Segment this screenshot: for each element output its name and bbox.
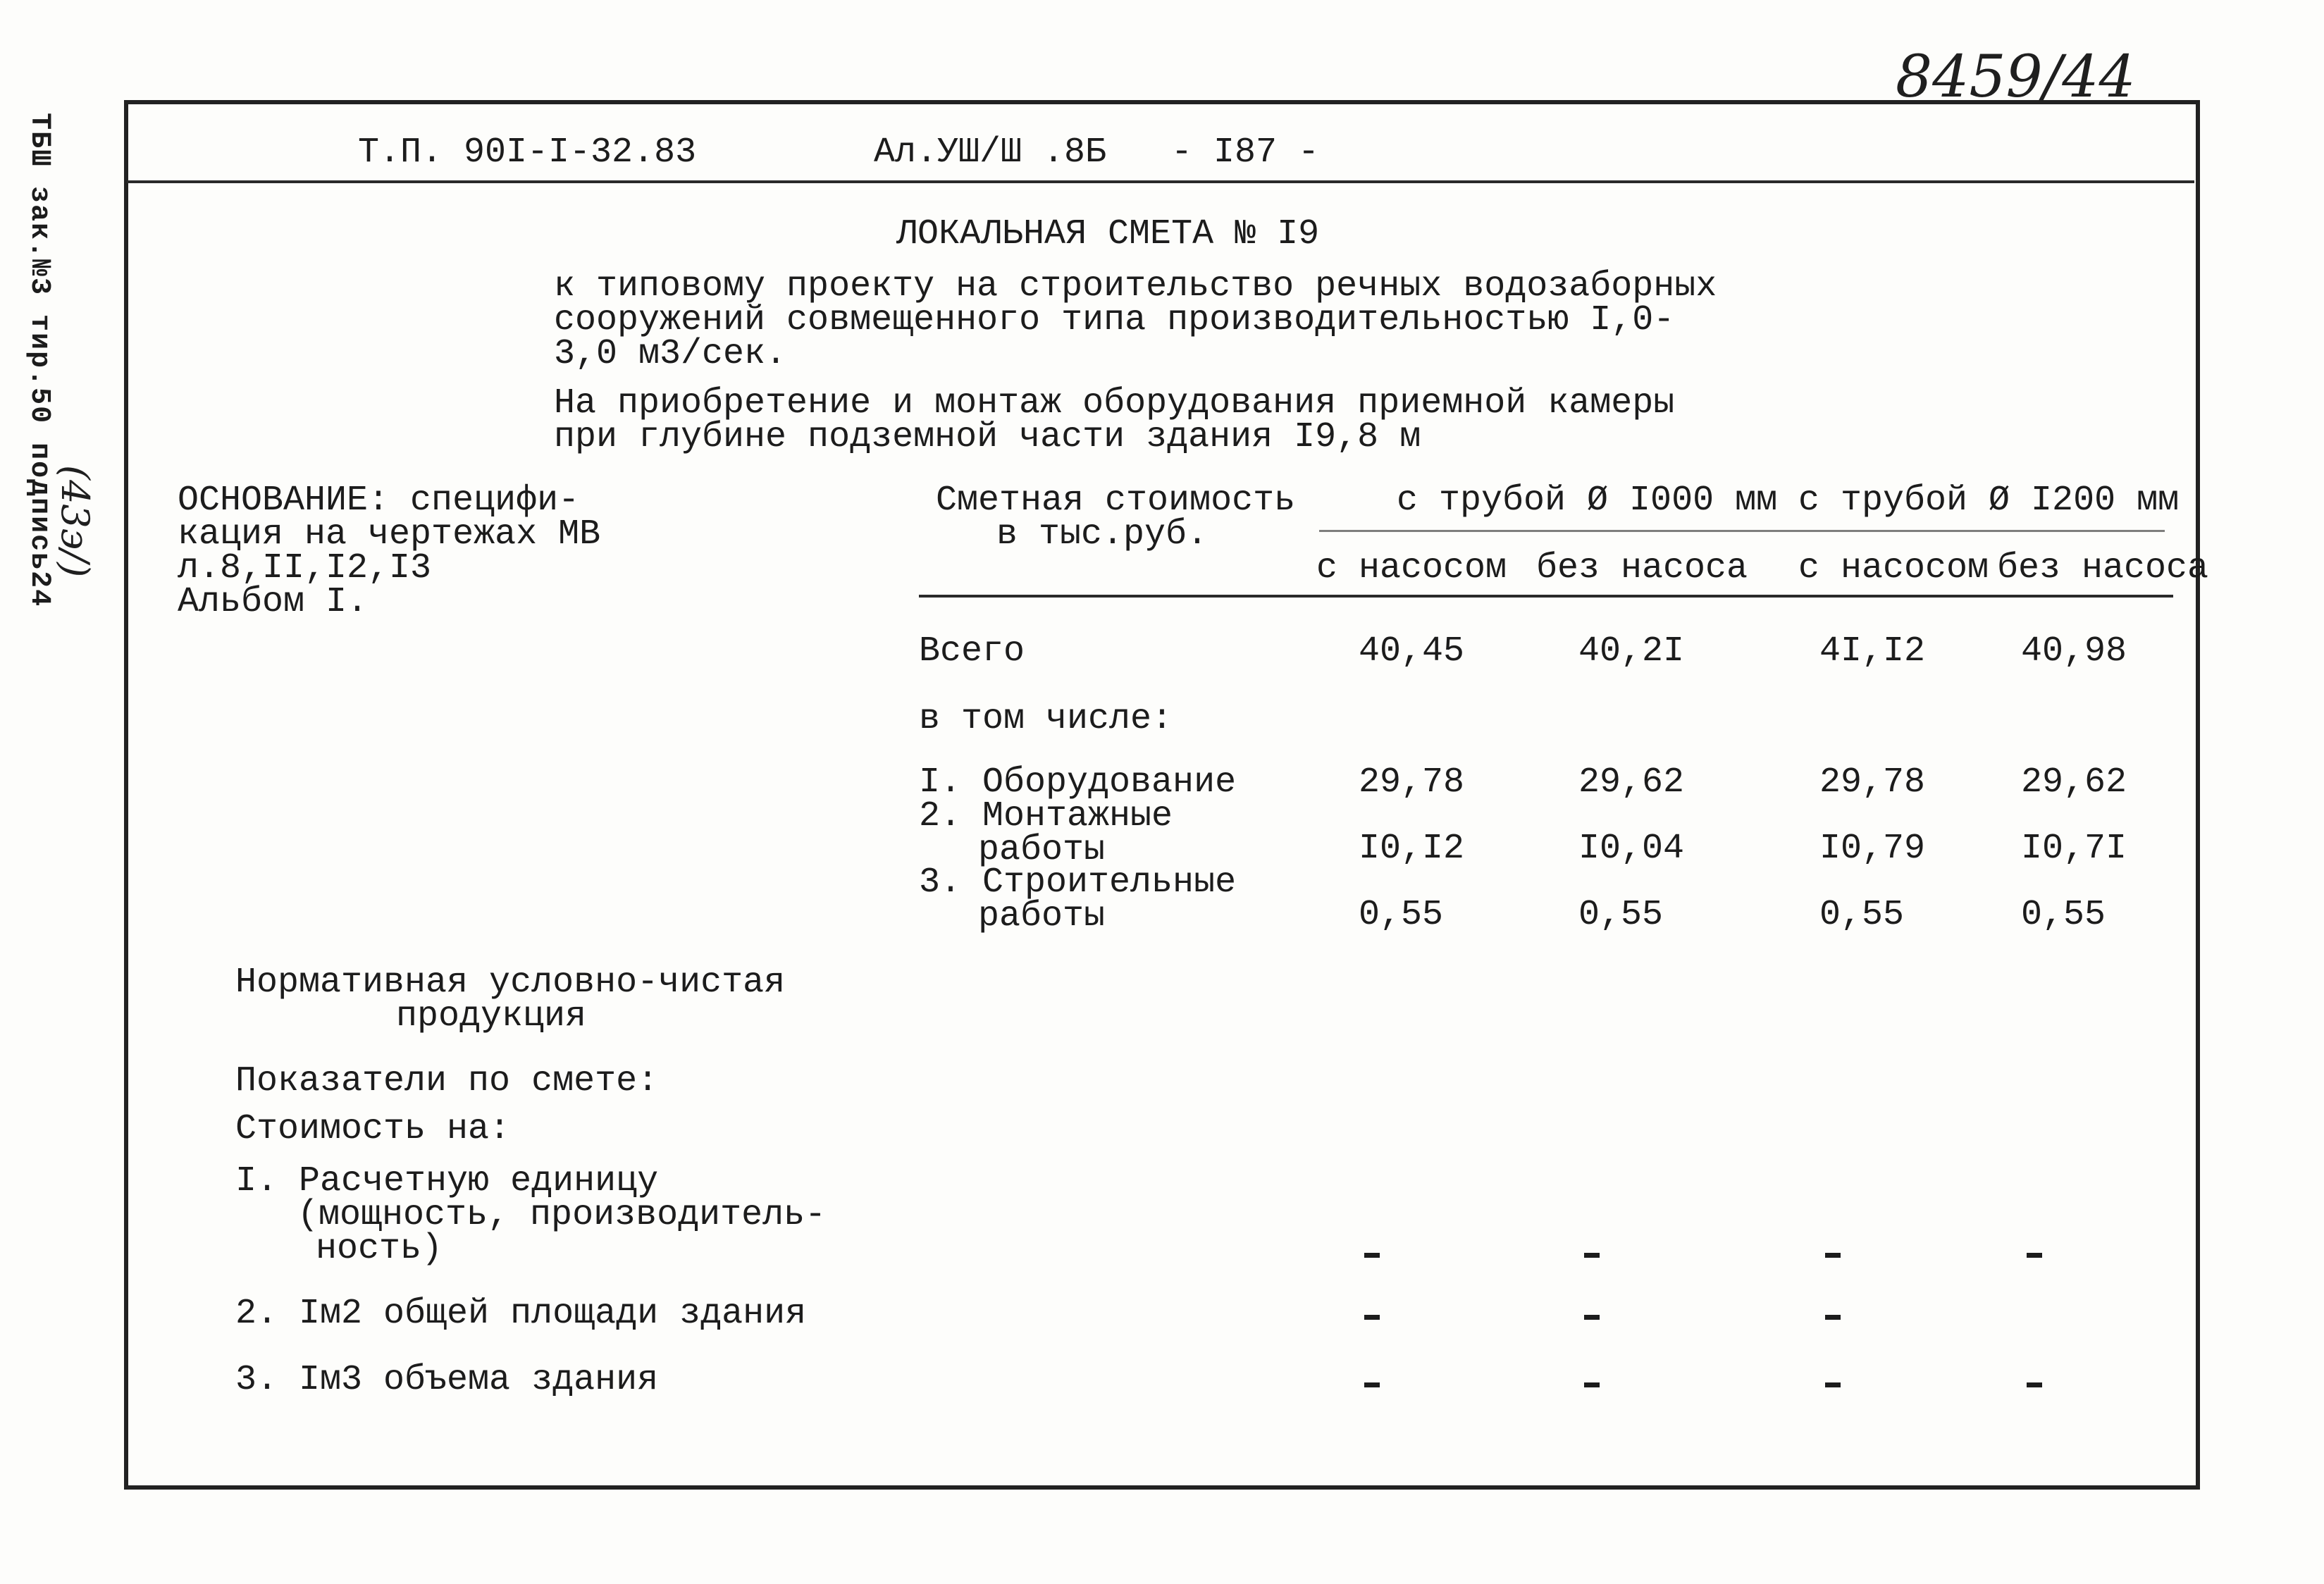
sub-header-4: без насоса [1997, 548, 2209, 588]
empty-value-dash [1364, 1253, 1380, 1258]
norm-product-line-1: Нормативная условно-чистая [235, 963, 786, 1003]
row-construction-label-a: 3. Строительные [919, 862, 1237, 903]
row-mounting-value-4: I0,7I [2021, 829, 2127, 869]
row-total-value-2: 40,2I [1578, 631, 1685, 672]
row-equipment-label: I. Оборудование [919, 762, 1237, 803]
row-total-value-1: 40,45 [1359, 631, 1465, 672]
norm-product-line-2: продукция [396, 996, 587, 1037]
title-line-4: На приобретение и монтаж оборудования приемной камеры [554, 383, 1675, 423]
empty-value-dash [1825, 1253, 1841, 1258]
row-construction-value-3: 0,55 [1819, 895, 1905, 935]
row-mounting-value-1: I0,I2 [1359, 829, 1465, 869]
cost-on-label: Стоимость на: [235, 1109, 511, 1149]
title-line-5: при глубине подземной части здания I9,8 м [554, 417, 1421, 457]
empty-value-dash [1584, 1382, 1600, 1387]
indicators-heading: Показатели по смете: [235, 1061, 659, 1101]
basis-line-2: кация на чертежах МВ [178, 514, 601, 555]
empty-value-dash [1825, 1382, 1841, 1387]
empty-value-dash [1584, 1253, 1600, 1258]
indicator-3: 3. Iм3 объема здания [235, 1360, 659, 1400]
cost-label-line-2: в тыс.руб. [996, 514, 1209, 555]
indicator-1-line-c: ность) [316, 1229, 443, 1269]
basis-line-1: ОСНОВАНИЕ: специфи- [178, 481, 580, 521]
row-construction-value-4: 0,55 [2021, 895, 2106, 935]
sub-header-2: без насоса [1536, 548, 1748, 588]
row-equipment-value-3: 29,78 [1819, 762, 1926, 803]
row-mounting-label-a: 2. Монтажные [919, 796, 1173, 836]
empty-value-dash [1584, 1315, 1600, 1320]
title-line-1: к типовому проекту на строительство речных водозаборных [554, 266, 1717, 307]
group-divider [1319, 530, 2165, 532]
row-equipment-value-2: 29,62 [1578, 762, 1685, 803]
row-mounting-value-3: I0,79 [1819, 829, 1926, 869]
row-mounting-value-2: I0,04 [1578, 829, 1685, 869]
title-line-3: 3,0 м3/сек. [554, 334, 787, 374]
header-divider [127, 180, 2194, 183]
row-mounting-label-b: работы [978, 830, 1106, 870]
group-header-1000: с трубой Ø I000 мм [1397, 481, 1778, 521]
basis-line-4: Альбом I. [178, 582, 369, 622]
row-total-value-4: 40,98 [2021, 631, 2127, 672]
basis-line-3: л.8,II,I2,I3 [178, 548, 432, 588]
row-total-label: Всего [919, 631, 1025, 672]
group-header-1200: с трубой Ø I200 мм [1798, 481, 2180, 521]
cost-label-line-1: Сметная стоимость [936, 481, 1296, 521]
title-line-2: сооружений совмещенного типа производительностью I,0- [554, 300, 1675, 340]
row-equipment-value-1: 29,78 [1359, 762, 1465, 803]
sub-header-1: с насосом [1316, 548, 1507, 588]
indicator-2: 2. Iм2 общей площади здания [235, 1294, 807, 1334]
empty-value-dash [1825, 1315, 1841, 1320]
document-title: ЛОКАЛЬНАЯ СМЕТА № I9 [896, 214, 1320, 254]
print-mark: ТБШ зак.№3 тир.50 подпись24 [23, 113, 55, 608]
album-code: Ал.УШ/Ш .8Б [874, 132, 1107, 173]
row-including-label: в том числе: [919, 699, 1173, 739]
row-equipment-value-4: 29,62 [2021, 762, 2127, 803]
row-total-value-3: 4I,I2 [1819, 631, 1926, 672]
indicator-1-line-b: (мощность, производитель- [297, 1195, 827, 1235]
row-construction-label-b: работы [978, 896, 1106, 936]
row-construction-value-2: 0,55 [1578, 895, 1664, 935]
indicator-1-line-a: I. Расчетную единицу [235, 1161, 659, 1201]
row-construction-value-1: 0,55 [1359, 895, 1444, 935]
empty-value-dash [1364, 1315, 1380, 1320]
handwritten-margin-note: (43э/) [53, 465, 97, 578]
empty-value-dash [1364, 1382, 1380, 1387]
empty-value-dash [2027, 1382, 2042, 1387]
sub-header-3: с насосом [1798, 548, 1989, 588]
empty-value-dash [2027, 1253, 2042, 1258]
archive-number: 8459/44 [1896, 44, 2136, 111]
project-code: Т.П. 90I-I-32.83 [358, 132, 697, 173]
page-number: - I87 - [1171, 132, 1320, 173]
table-header-divider [919, 595, 2173, 598]
